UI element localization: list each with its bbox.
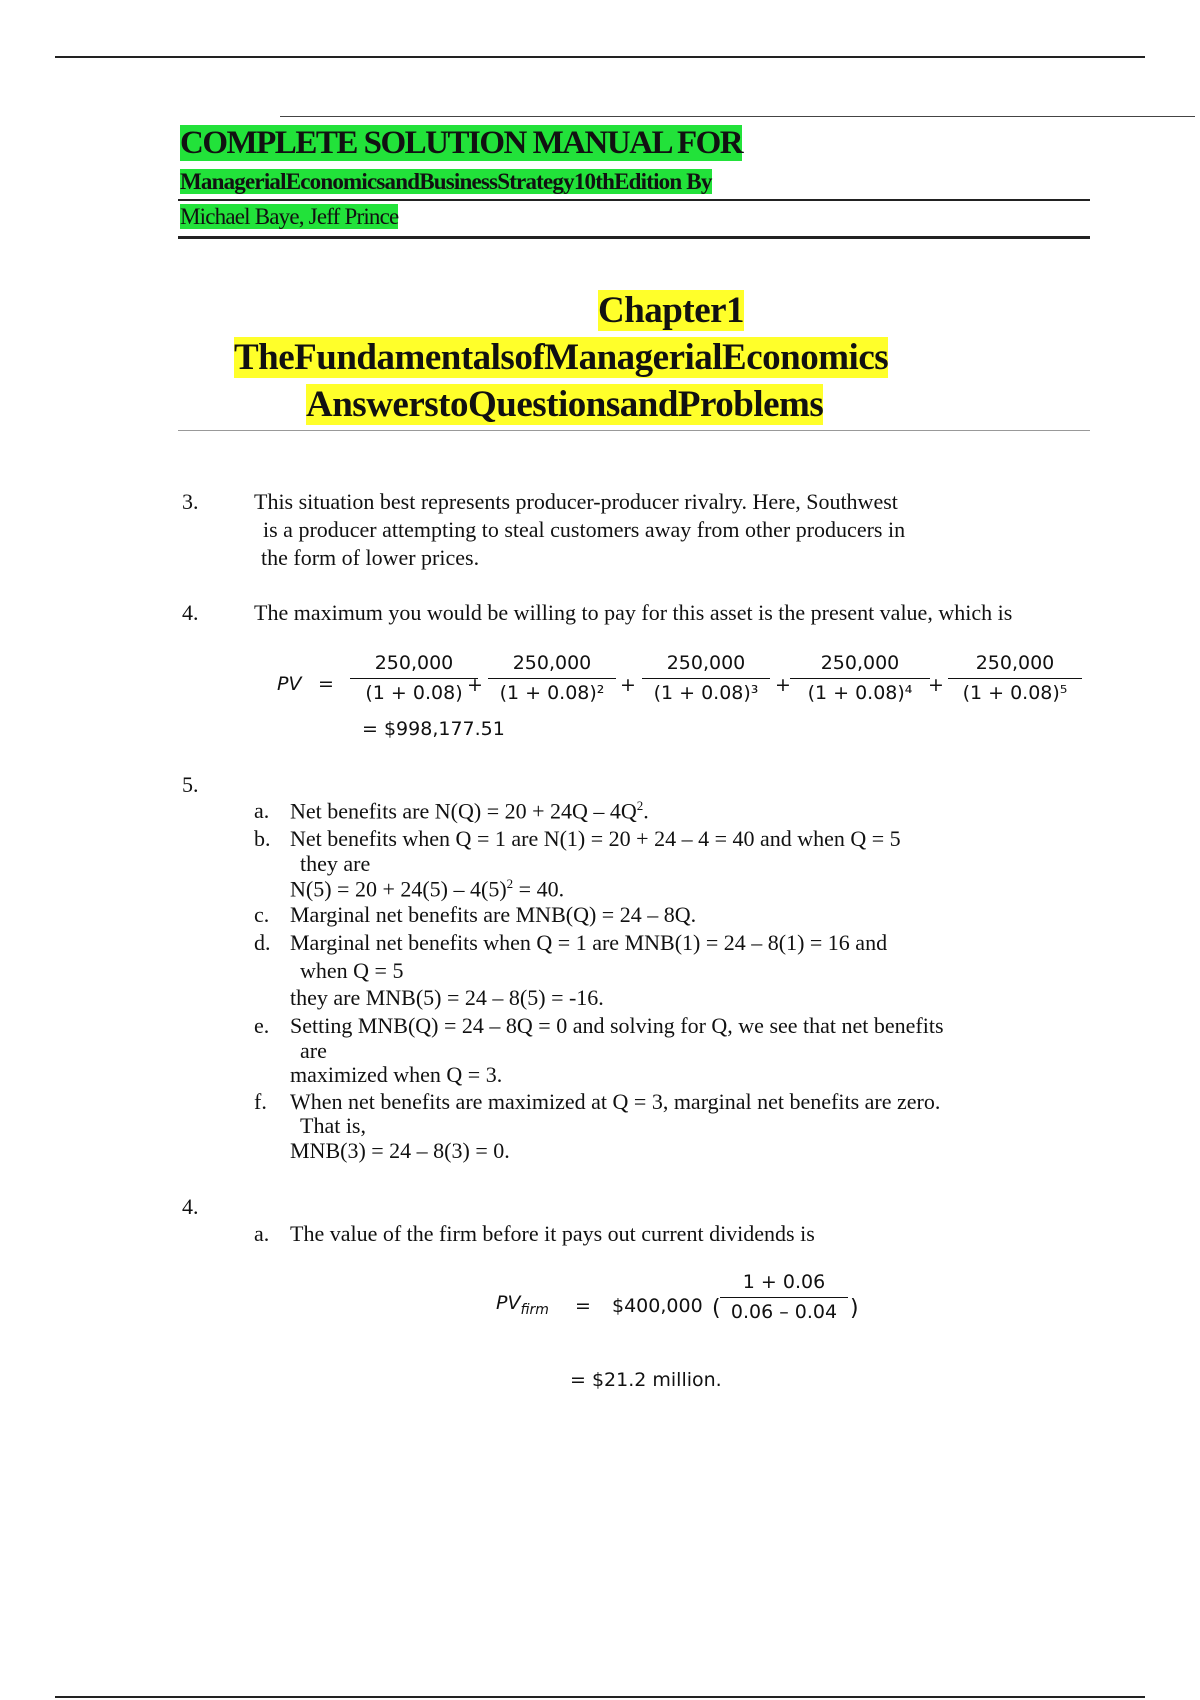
pv-firm-label: $PV_{firm}$ xyxy=(496,1292,549,1318)
pv-firm-paren-open: ( xyxy=(712,1296,721,1321)
pv-label: PV xyxy=(277,673,302,695)
q5b-label: b. xyxy=(254,826,271,851)
chapter-number: Chapter1 xyxy=(598,290,745,331)
pv-fraction-2: 250,000 (1 + 0.08)² xyxy=(488,652,616,704)
q5a-text: Net benefits are $N(Q) = 20 + 24Q - 4Q^2$. xyxy=(290,798,649,824)
pv-firm-result: = $21.2 million. xyxy=(570,1369,722,1391)
pv-result: = $998,177.51 xyxy=(362,718,505,740)
title-line-2: ManagerialEconomicsandBusinessStrategy10thEdition By xyxy=(180,169,712,194)
pv-plus-1: + xyxy=(467,674,483,696)
q5d-line-3: they are MNB(5) = 24 – 8(5) = -16. xyxy=(290,985,604,1010)
pv-equals: = xyxy=(318,673,334,695)
q3-number: 3. xyxy=(182,489,199,514)
chapter-rule xyxy=(178,430,1090,431)
q5d-line-1: Marginal net benefits when Q = 1 are MNB(1) = 24 – 8(1) = 16 and xyxy=(290,930,888,955)
q5b-line-2: they are xyxy=(300,851,371,876)
header-thin-rule xyxy=(280,116,1195,117)
q5d-label: d. xyxy=(254,930,271,955)
q5c-text: Marginal net benefits are MNB(Q) = 24 – 8Q. xyxy=(290,902,697,927)
q5f-line-1: When net benefits are maximized at Q = 3, marginal net benefits are zero. xyxy=(290,1089,941,1114)
pv-plus-3: + xyxy=(775,674,791,696)
q4b-a-label: a. xyxy=(254,1221,270,1246)
q5e-line-1: Setting MNB(Q) = 24 – 8Q = 0 and solving for Q, we see that net benefits xyxy=(290,1013,944,1038)
q4-intro: The maximum you would be willing to pay for this asset is the present value, which is xyxy=(254,600,1013,625)
chapter-subtitle: AnswerstoQuestionsandProblems xyxy=(306,384,824,425)
pv-plus-4: + xyxy=(928,674,944,696)
pv-plus-2: + xyxy=(620,674,636,696)
q5e-line-3: maximized when Q = 3. xyxy=(290,1062,503,1087)
q5b-line-1: Net benefits when Q = 1 are N(1) = 20 + 24 – 4 = 40 and when Q = 5 xyxy=(290,826,901,851)
q3-line-3: the form of lower prices. xyxy=(261,545,480,570)
q5f-label: f. xyxy=(254,1089,267,1114)
chapter-title: TheFundamentalsofManagerialEconomics xyxy=(234,337,889,378)
top-rule xyxy=(55,56,1145,58)
q5e-label: e. xyxy=(254,1013,270,1038)
title-rule-1 xyxy=(178,199,1090,201)
q5-number: 5. xyxy=(182,772,199,797)
pv-firm-paren-close: ) xyxy=(850,1296,859,1321)
pv-fraction-4: 250,000 (1 + 0.08)⁴ xyxy=(790,652,930,704)
title-rule-2 xyxy=(178,236,1090,239)
title-line-3: Michael Baye, Jeff Prince xyxy=(180,204,399,229)
pv-fraction-3: 250,000 (1 + 0.08)³ xyxy=(642,652,770,704)
q3-line-1: This situation best represents producer-producer rivalry. Here, Southwest xyxy=(254,489,898,514)
q3-line-2: is a producer attempting to steal customers away from other producers in xyxy=(263,517,906,542)
q4b-a-text: The value of the firm before it pays out current dividends is xyxy=(290,1221,815,1246)
pv-firm-amount: $400,000 xyxy=(612,1295,703,1317)
q4b-number: 4. xyxy=(182,1194,199,1219)
q5a-label: a. xyxy=(254,798,270,823)
title-line-1: COMPLETE SOLUTION MANUAL FOR xyxy=(180,125,743,161)
q5d-line-2: when Q = 5 xyxy=(300,958,404,983)
bottom-rule xyxy=(55,1696,1145,1698)
q5c-label: c. xyxy=(254,902,270,927)
pv-firm-equals: = xyxy=(575,1295,591,1317)
q5e-line-2: are xyxy=(300,1038,327,1063)
q5b-line-3: $N(5) = 20 + 24(5) - 4(5)^2 = 40$. xyxy=(290,876,565,902)
q5f-line-3: MNB(3) = 24 – 8(3) = 0. xyxy=(290,1138,510,1163)
pv-fraction-5: 250,000 (1 + 0.08)⁵ xyxy=(948,652,1082,704)
q4-number: 4. xyxy=(182,600,199,625)
pv-fraction-1: 250,000 (1 + 0.08) xyxy=(350,652,478,704)
q5f-line-2: That is, xyxy=(300,1113,366,1138)
pv-firm-fraction: 1 + 0.06 0.06 – 0.04 xyxy=(720,1271,848,1323)
